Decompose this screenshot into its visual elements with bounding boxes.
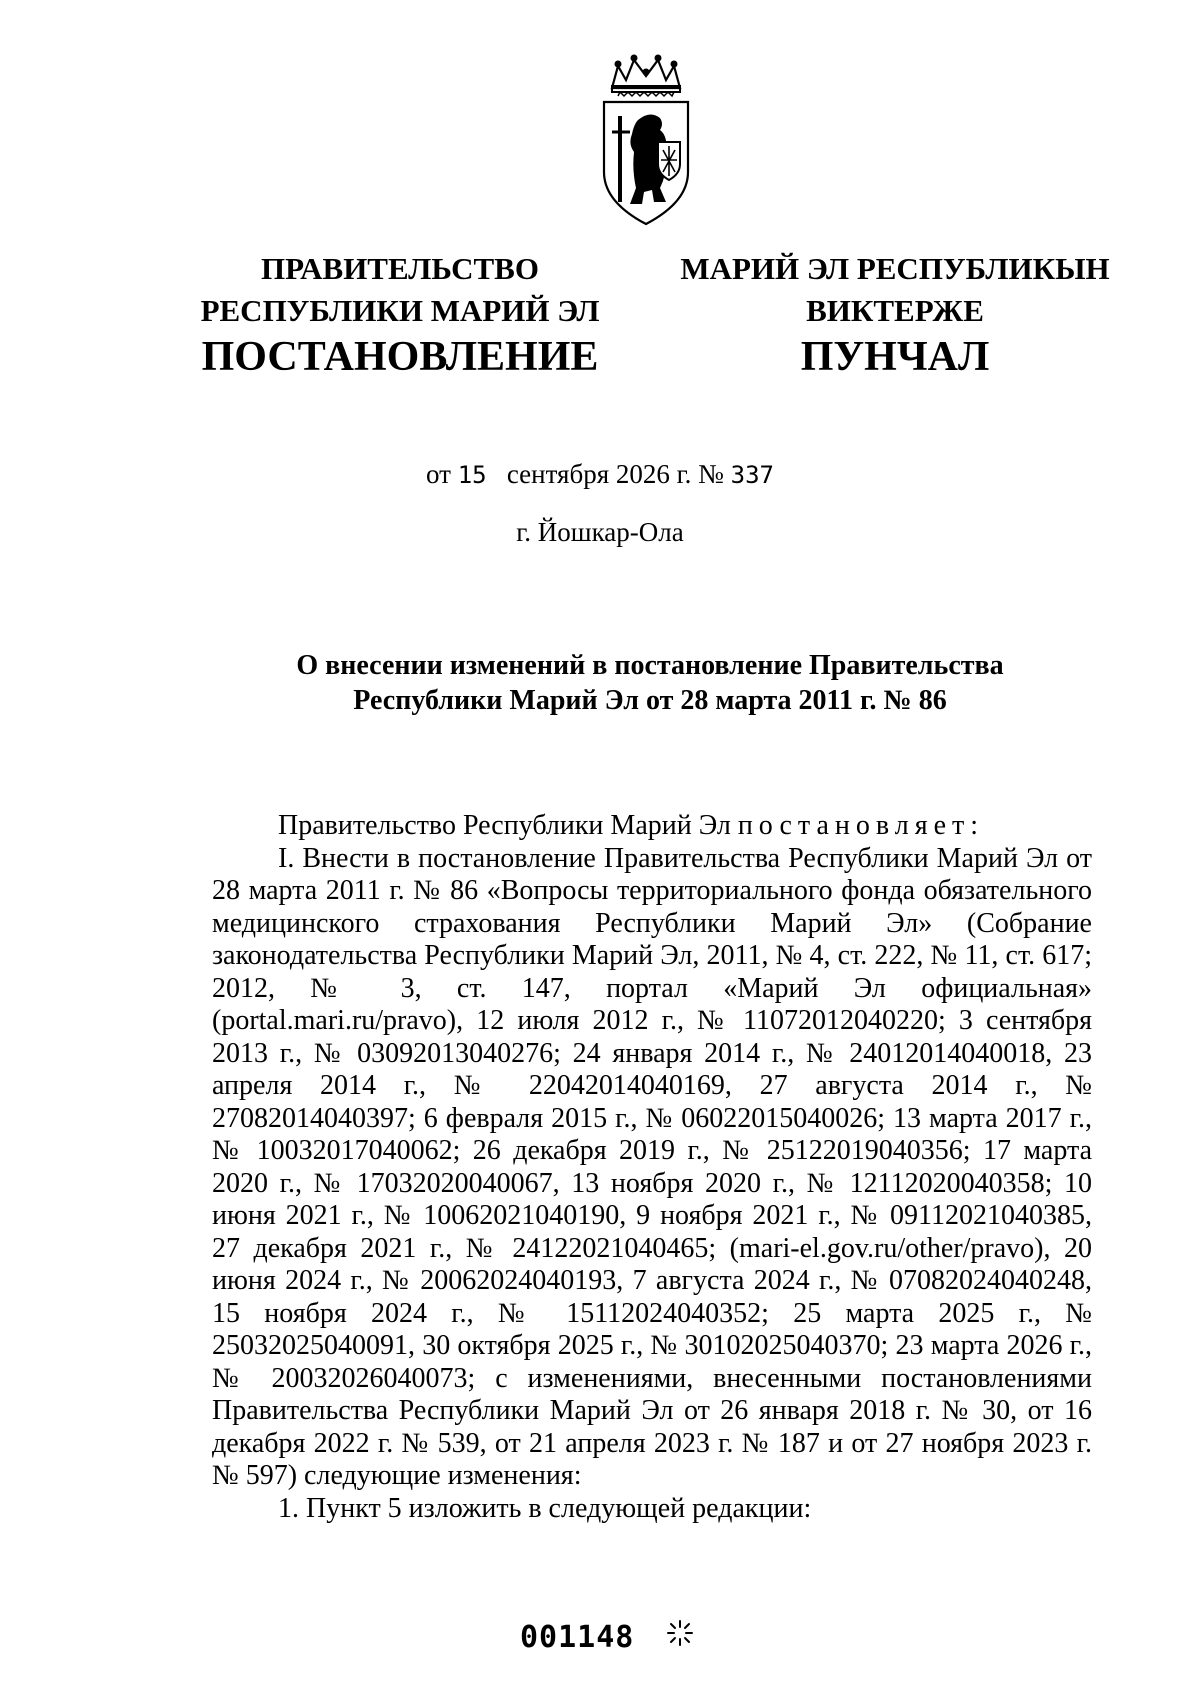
government-name-line2: РЕСПУБЛИКИ МАРИЙ ЭЛ [200, 293, 600, 328]
document-date-line [0, 459, 1200, 490]
issue-place: г. Йошкар-Ола [516, 517, 684, 547]
date-month-year: сентября 2026 г. № [506, 459, 724, 489]
security-star-mark-icon [665, 1618, 695, 1648]
government-name-russian [190, 248, 610, 332]
document-title-line1: О внесении изменений в постановление Правительства [296, 650, 1004, 681]
date-prefix: от [425, 459, 451, 489]
intro-text: Правительство Республики Марий Эл [278, 810, 731, 841]
document-title [250, 648, 1050, 718]
document-type-mari: ПУНЧАЛ [800, 334, 990, 380]
document-title-line2: Республики Марий Эл от 28 марта 2011 г. № 86 [353, 685, 947, 716]
government-name-mari-line1: МАРИЙ ЭЛ РЕСПУБЛИКЫН [680, 251, 1110, 286]
intro-paragraph [212, 810, 1092, 843]
government-name-mari [660, 248, 1130, 332]
document-type-russian: ПОСТАНОВЛЕНИЕ [201, 334, 599, 380]
document-number: 337 [730, 461, 775, 489]
document-body [212, 810, 1092, 1525]
coat-of-arms-bear-icon [598, 52, 694, 228]
government-name-mari-line2: ВИКТЕРЖЕ [806, 293, 984, 328]
form-serial-number: 001148 [520, 1620, 635, 1655]
intro-decree-word: постановляет: [737, 810, 985, 841]
paragraph-1: I. Внести в постановление Правительства Республики Марий Эл от 28 марта 2011 г. № 86 «Вопросы территориального фонда обязательного медицинского страхования Республики Марий Эл» (Собрание законодательства Республики Марий Эл, 2011, № 4, ст. 222, № 11, ст. 617; 2012, № 3, ст. 147, портал «Марий Эл официальная» (portal.mari.ru/pravo), 12 июля 2012 г., № 11072012040220; 3 сентября 2013 г., № 03092013040276; 24 января 2014 г., № 24012014040018, 23 апреля 2014 г., № 22042014040169, 27 августа 2014 г., № 27082014040397; 6 февраля 2015 г., № 06022015040026; 13 марта 2017 г., № 10032017040062; 26 декабря 2019 г., № 25122019040356; 17 марта 2020 г., № 17032020040067, 13 ноября 2020 г., № 12112020040358; 10 июня 2021 г., № 10062021040190, 9 ноября 2021 г., № 09112021040385, 27 декабря 2021 г., № 24122021040465; (mari-el.gov.ru/other/pravo), 20 июня 2024 г., № 20062024040193, 7 августа 2024 г., № 07082024040248, 15 ноября 2024 г., № 15112024040352; 25 марта 2025 г., № 25032025040091, 30 октября 2025 г., № 30102025040370; 23 марта 2026 г., № 20032026040073; с изменениями, внесенными постановлениями Правительства Республики Марий Эл от 26 января 2018 г. № 30, от 16 декабря 2022 г. № 539, от 21 апреля 2023 г. № 187 и от 27 ноября 2023 г. № 597) следующие изменения: [212, 842, 1092, 1491]
date-day: 15 [457, 461, 487, 489]
government-name-line1: ПРАВИТЕЛЬСТВО [261, 251, 539, 286]
paragraph-2: 1. Пункт 5 изложить в следующей редакции: [278, 1492, 812, 1524]
